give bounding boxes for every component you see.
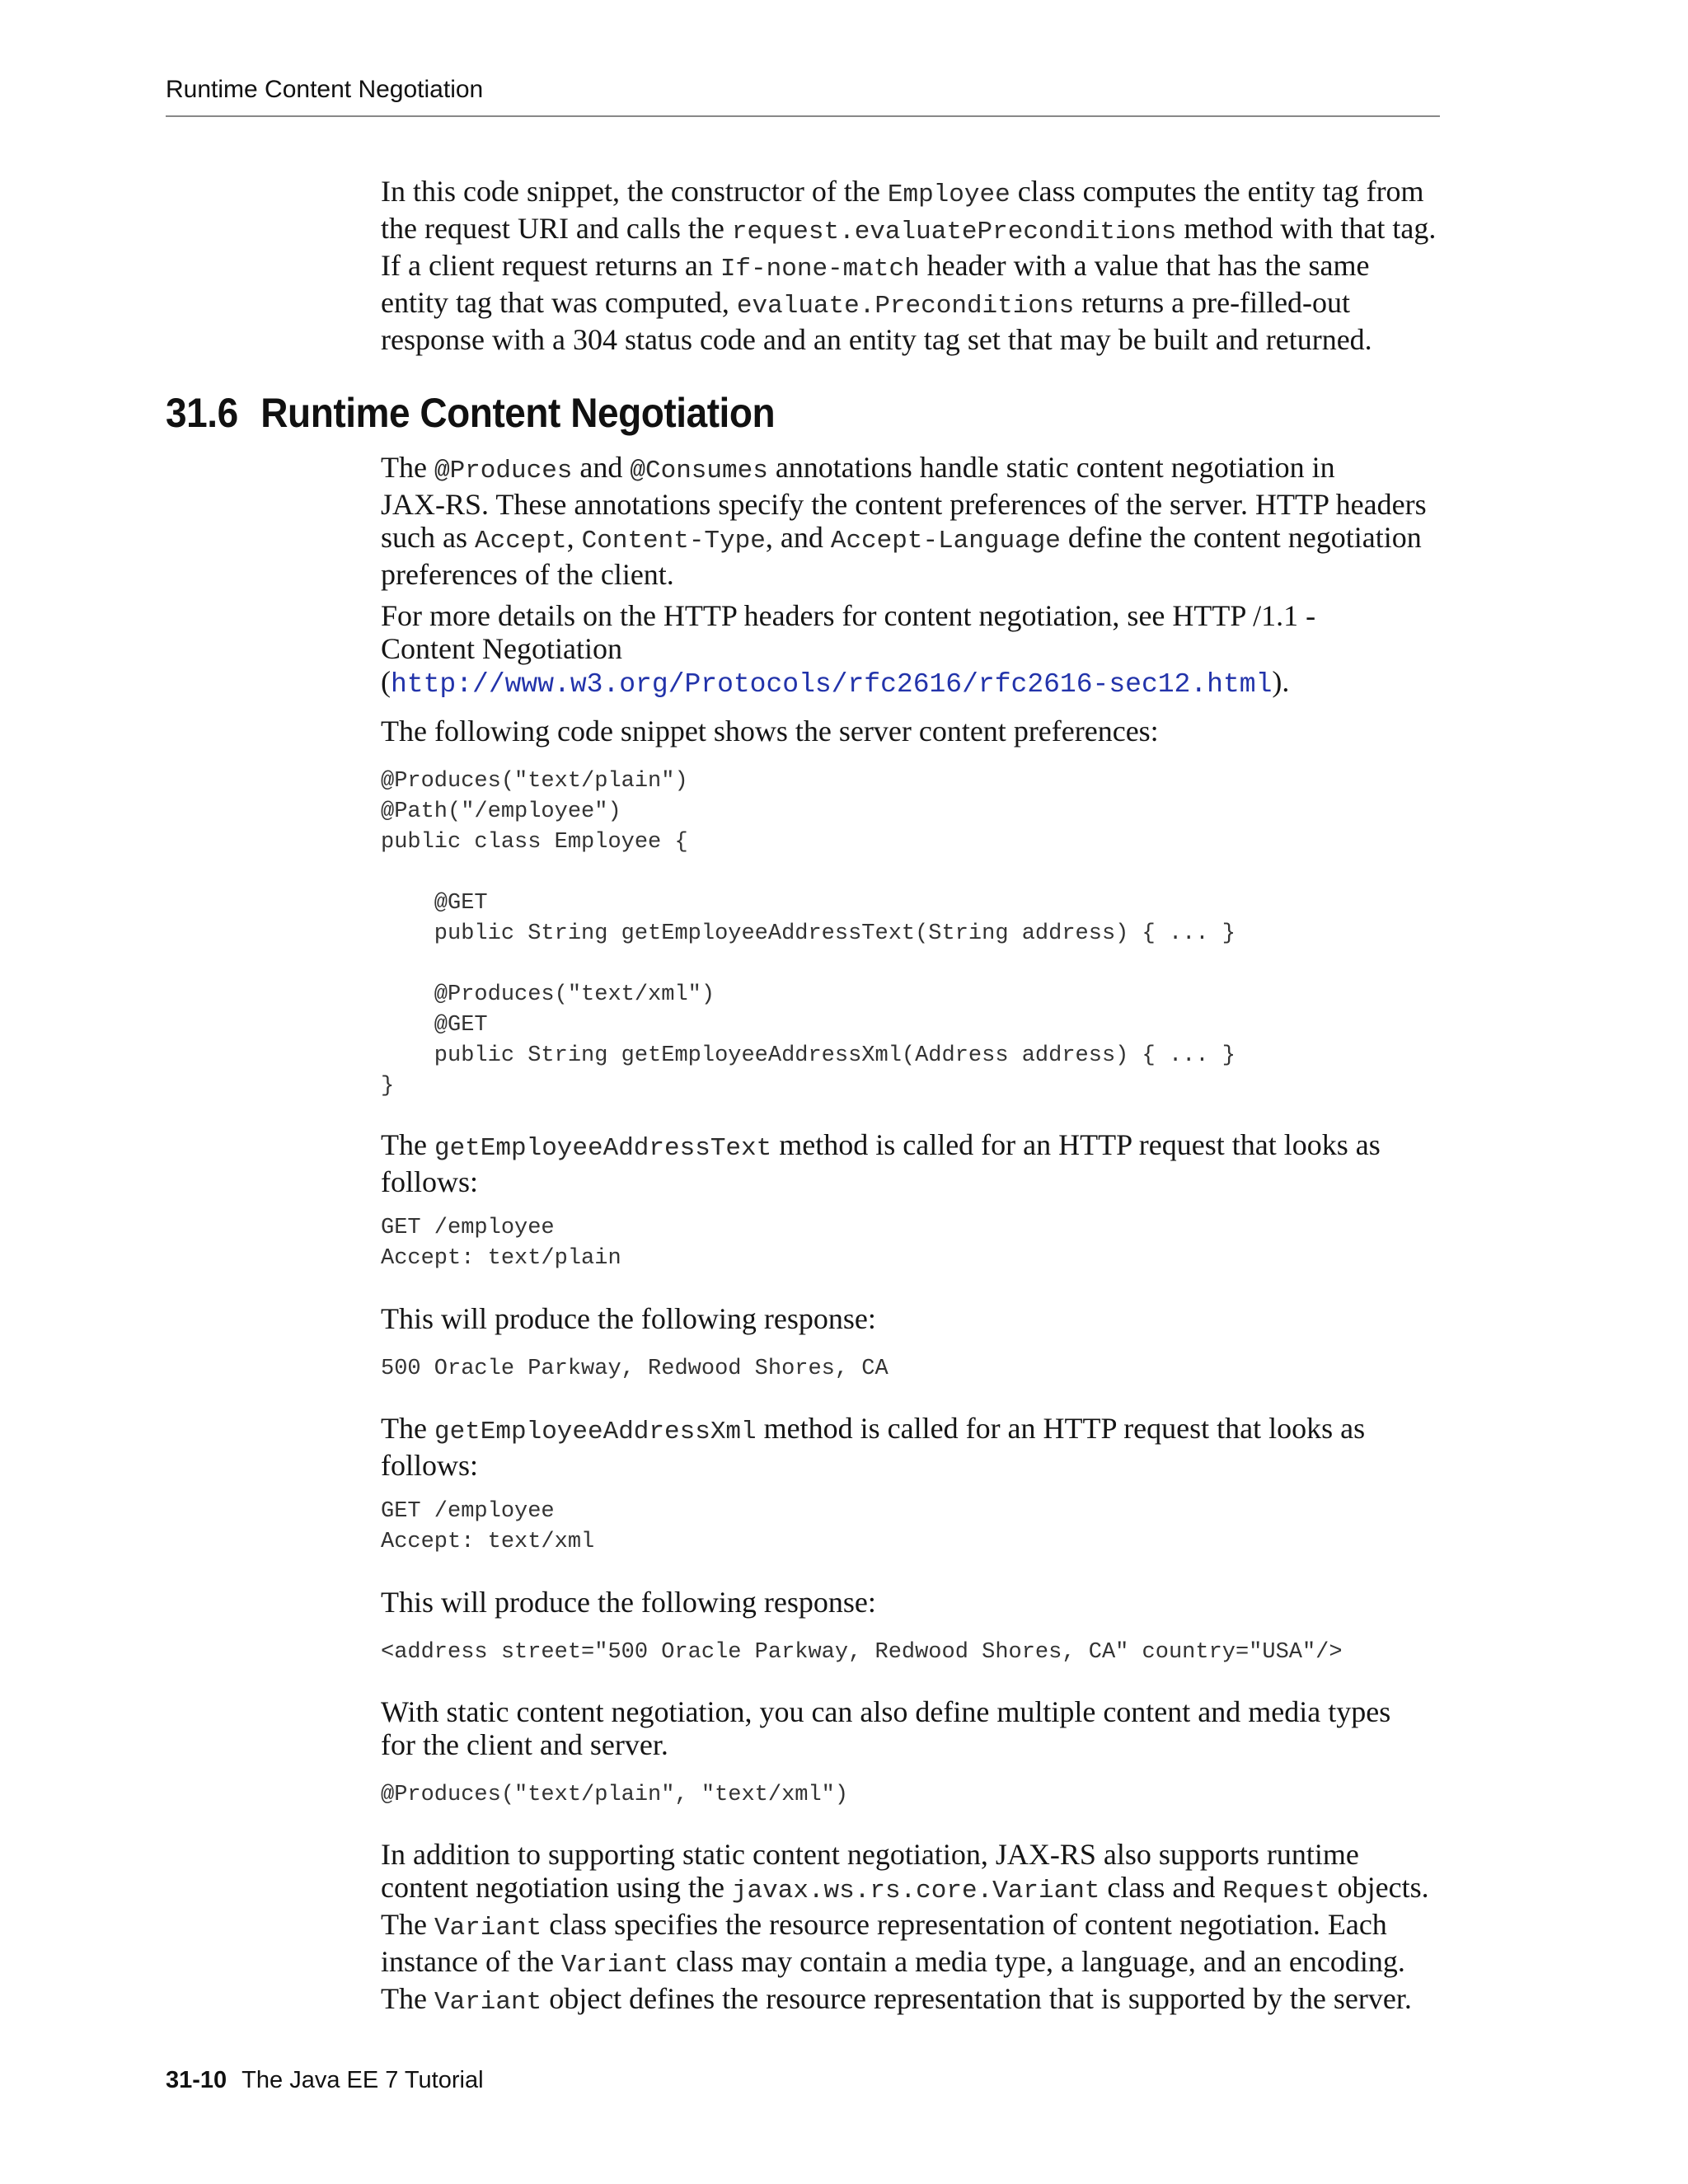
page-number: 31-10: [166, 2067, 227, 2093]
header-rule: [166, 115, 1440, 117]
paragraph-static-negotiation: The @Produces and @Consumes annotations handle static content negotiation in JAX-RS. These annotations specify the content preferences of the server. HTTP headers such as Accept, Content-Type, and Accept-Language define the content negotiation preferences of the client.: [381, 451, 1427, 591]
intro-paragraph: [381, 175, 1444, 356]
paragraph-runtime-negotiation: In addition to supporting static content negotiation, JAX-RS also supports runtime content negotiation using the javax.ws.rs.core.Variant class and Request objects. The Variant class specifies the resource representation of content negotiation. Each instance of the Variant class may contain a media type, a language, and an encoding. The Variant object defines the resource representation that is supported by the server.: [381, 1838, 1429, 2017]
section-heading: [166, 389, 775, 437]
rfc2616-link[interactable]: http://www.w3.org/Protocols/rfc2616/rfc2616-sec12.html: [391, 669, 1273, 700]
code-listing: @Produces("text/plain") @Path("/employee") public class Employee { @GET public String getEmployeeAddressText(String address) { ... } @Produces("text/xml") @GET public String getEmployeeAddressXml(Address address) { ... } }: [381, 769, 1236, 1099]
code-block-employee-class: [381, 766, 1444, 1102]
code-listing: @Produces("text/plain", "text/xml"): [381, 1783, 849, 1807]
intro-line-4: entity tag that was computed, evaluate.Preconditions returns a pre-filled-out: [381, 286, 1351, 321]
code-listing: GET /employee Accept: text/xml: [381, 1499, 595, 1554]
code-listing: 500 Oracle Parkway, Redwood Shores, CA: [381, 1357, 889, 1381]
code-block-request-xml: [381, 1497, 1444, 1558]
page-footer: [166, 2067, 484, 2094]
paragraph-xml-method: The getEmployeeAddressXml method is called for an HTTP request that looks as follows:: [381, 1412, 1366, 1482]
section-title-text: Runtime Content Negotiation: [260, 390, 776, 436]
section-number: 31.6: [166, 390, 238, 436]
paragraph-server-preferences: The following code snippet shows the server content preferences:: [381, 715, 1159, 748]
book-title: The Java EE 7 Tutorial: [241, 2067, 484, 2093]
paragraph-response-2: This will produce the following response:: [381, 1586, 876, 1619]
code-block-produces-multiple: [381, 1780, 1444, 1811]
running-header: Runtime Content Negotiation: [166, 76, 484, 103]
code-block-response-xml: [381, 1638, 1444, 1668]
intro-line-5: response with a 304 status code and an entity tag set that may be built and returned.: [381, 323, 1372, 356]
code-block-response-plain: [381, 1354, 1444, 1385]
intro-line-1: In this code snippet, the constructor of the Employee class computes the entity tag from: [381, 175, 1424, 209]
paragraph-multiple-types: With static content negotiation, you can also define multiple content and media types for the client and server.: [381, 1695, 1391, 1761]
code-block-request-plain: [381, 1213, 1444, 1274]
code-listing: <address street="500 Oracle Parkway, Redwood Shores, CA" country="USA"/>: [381, 1640, 1343, 1665]
paragraph-more-details: For more details on the HTTP headers for content negotiation, see HTTP /1.1 - Content Negotiation (http://www.w3.org/Protocols/rfc2616/rfc2616-sec12.html).: [381, 599, 1316, 700]
paragraph-text-method: The getEmployeeAddressText method is called for an HTTP request that looks as follows:: [381, 1128, 1381, 1198]
intro-line-2: the request URI and calls the request.evaluatePreconditions method with that tag.: [381, 212, 1437, 246]
paragraph-response-1: This will produce the following response:: [381, 1302, 876, 1335]
intro-line-3: If a client request returns an If-none-match header with a value that has the same: [381, 249, 1370, 284]
code-listing: GET /employee Accept: text/plain: [381, 1216, 621, 1271]
